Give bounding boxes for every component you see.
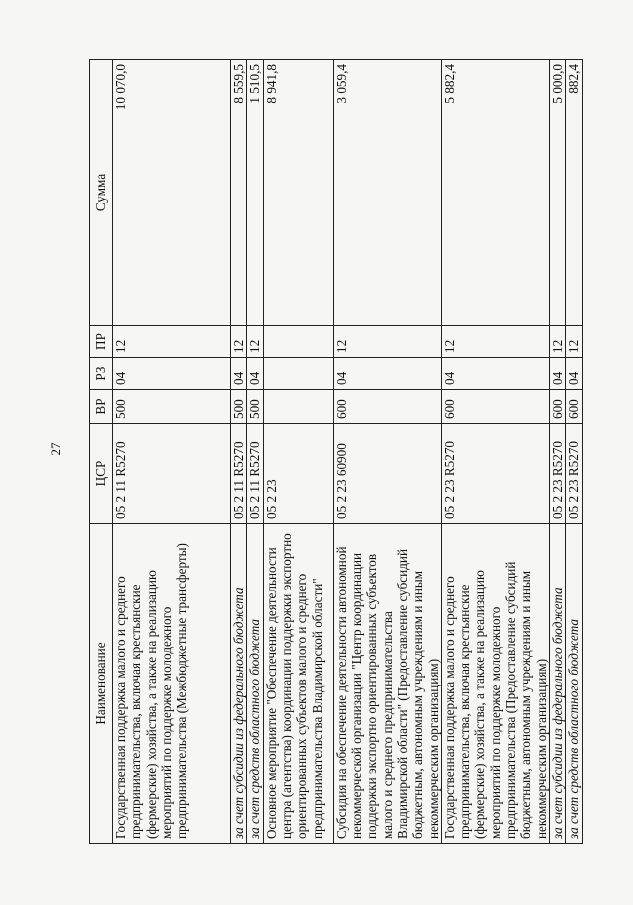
budget-table [89,59,583,844]
header-rz: РЗ [90,358,113,390]
cell-vr: 600 [566,390,582,424]
header-name: Наименование [90,524,113,844]
cell-csr: 05 2 11 R5270 [113,424,231,524]
cell-sum: 5 000,0 [550,60,566,326]
table-row [113,60,231,844]
cell-name: Субсидия на обеспечение деятельности автономной некоммерческой организации "Центр координации поддержки экспортно ориентированных субъектов малого и среднего предпринимательства Владимирской области" (Предоставление субсидий бюджетным, автономным учреждениям и иным некоммерческим организациям) [333,524,441,844]
cell-sum: 5 882,4 [441,60,549,326]
table-row [566,60,582,844]
cell-name: за счет средств областного бюджета [247,524,263,844]
table-row [550,60,566,844]
cell-sum: 882,4 [566,60,582,326]
cell-csr: 05 2 11 R5270 [247,424,263,524]
header-sum: Сумма [90,60,113,326]
table-row [247,60,263,844]
table-row [263,60,333,844]
cell-vr: 500 [231,390,247,424]
cell-csr: 05 2 11 R5270 [231,424,247,524]
header-csr: ЦСР [90,424,113,524]
table-row [441,60,549,844]
cell-csr: 05 2 23 R5270 [441,424,549,524]
cell-sum: 1 510,5 [247,60,263,326]
cell-vr: 600 [550,390,566,424]
cell-vr: 600 [441,390,549,424]
cell-pr: 12 [550,326,566,358]
cell-csr: 05 2 23 R5270 [550,424,566,524]
cell-pr: 12 [441,326,549,358]
table-header-row [90,60,113,844]
cell-sum: 10 070,0 [113,60,231,326]
cell-name: за счет субсидии из федерального бюджета [231,524,247,844]
cell-pr: 12 [247,326,263,358]
cell-name: за счет субсидии из федерального бюджета [550,524,566,844]
cell-vr: 600 [333,390,441,424]
cell-pr: 12 [113,326,231,358]
rotated-content [89,60,582,844]
page-number: 27 [48,442,63,456]
cell-vr [263,390,333,424]
cell-csr: 05 2 23 R5270 [566,424,582,524]
header-vr: ВР [90,390,113,424]
cell-rz: 04 [566,358,582,390]
cell-rz [263,358,333,390]
cell-rz: 04 [231,358,247,390]
cell-rz: 04 [550,358,566,390]
cell-rz: 04 [333,358,441,390]
cell-pr: 12 [566,326,582,358]
table-row [333,60,441,844]
cell-pr [263,326,333,358]
cell-rz: 04 [247,358,263,390]
cell-sum: 8 559,5 [231,60,247,326]
cell-pr: 12 [231,326,247,358]
cell-name: Государственная поддержка малого и среднего предпринимательства, включая крестьянские (фермерские) хозяйства, а также на реализацию мероприятий по поддержке молодежного предпринимательства (Предоставление субсидий бюджетным, автономным учреждениям и иным некоммерческим организациям) [441,524,549,844]
cell-sum: 3 059,4 [333,60,441,326]
table-row [231,60,247,844]
cell-name: за счет средств областного бюджета [566,524,582,844]
cell-csr: 05 2 23 [263,424,333,524]
header-pr: ПР [90,326,113,358]
cell-pr: 12 [333,326,441,358]
cell-rz: 04 [113,358,231,390]
cell-vr: 500 [247,390,263,424]
cell-sum: 8 941,8 [263,60,333,326]
cell-csr: 05 2 23 60900 [333,424,441,524]
cell-name: Государственная поддержка малого и среднего предпринимательства, включая крестьянские (фермерские) хозяйства, а также на реализацию мероприятий по поддержке молодежного предпринимательства (Межбюджетные трансферты) [113,524,231,844]
cell-name: Основное мероприятие "Обеспечение деятельности центра (агентства) координации поддержки экспортно ориентированных субъектов малого и среднего предпринимательства Владимирской области" [263,524,333,844]
cell-rz: 04 [441,358,549,390]
cell-vr: 500 [113,390,231,424]
